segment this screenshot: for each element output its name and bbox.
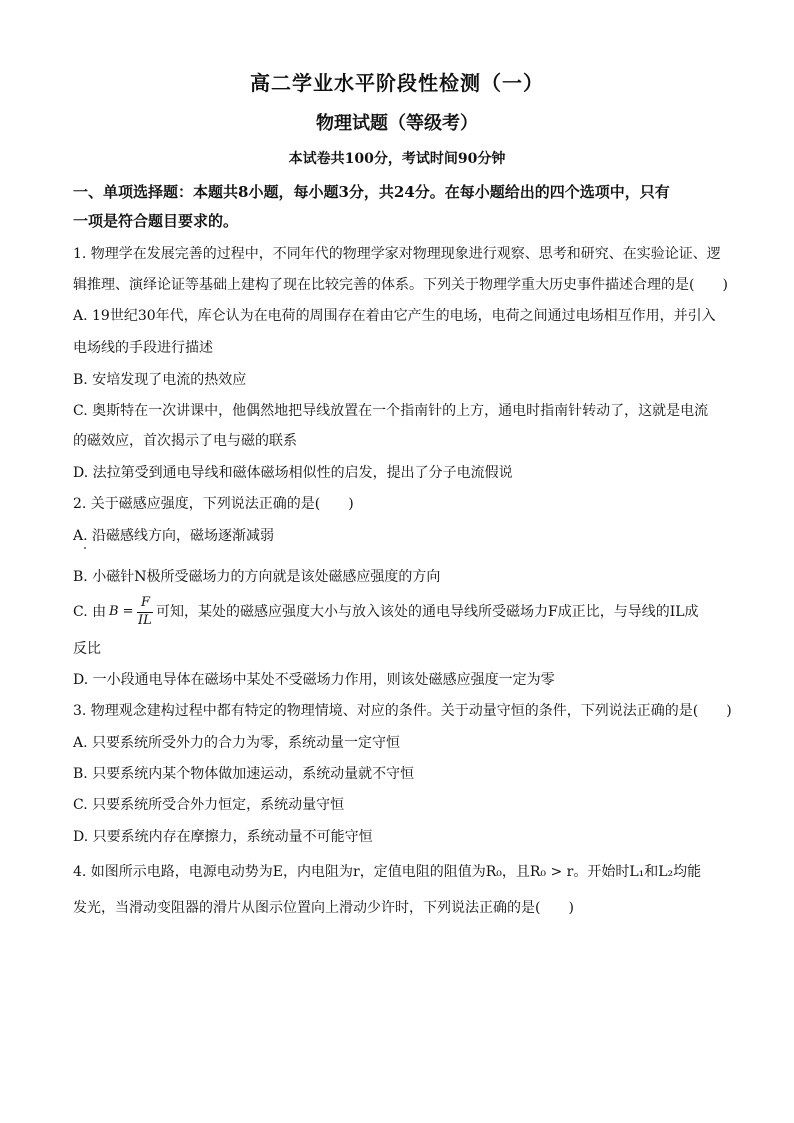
q2-option-b: B. 小磁针N极所受磁场力的方向就是该处磁感应强度的方向 (73, 569, 441, 585)
formula-numerator: F (141, 595, 151, 610)
page-title: 高二学业水平阶段性检测（一） (250, 71, 544, 95)
section-heading-line1: 一、单项选择题：本题共8小题，每小题3分，共24分。在每小题给出的四个选项中，只有 (73, 183, 670, 201)
q3-stem: 3. 物理观念建构过程中都有特定的物理情境、对应的条件。关于动量守恒的条件，下列说法正确的是( ) (73, 703, 732, 719)
stray-dot (84, 547, 86, 549)
q2-stem: 2. 关于磁感应强度，下列说法正确的是( ) (73, 496, 354, 512)
formula-lhs: B = (109, 604, 134, 619)
q3-option-b: B. 只要系统内某个物体做加速运动，系统动量就不守恒 (73, 766, 415, 782)
q1-option-a-line2: 电场线的手段进行描述 (73, 340, 213, 356)
q2-option-c-line1: 可知，某处的磁感应强度大小与放入该处的通电导线所受磁场力F成正比，与导线的IL成 (156, 604, 699, 620)
q2-option-d: D. 一小段通电导体在磁场中某处不受磁场力作用，则该处磁感应强度一定为零 (73, 672, 555, 688)
q2-option-c-line2: 反比 (73, 641, 101, 657)
formula-b-equals-f-over-il (109, 595, 153, 629)
q4-stem-line1: 4. 如图所示电路，电源电动势为E，内电阻为r，定值电阻的阻值为R₀，且R₀ > r。开始时L₁和L₂均能 (73, 864, 702, 880)
q1-stem-line1: 1. 物理学在发展完善的过程中，不同年代的物理学家对物理现象进行观察、思考和研究、在实验论证、逻 (73, 246, 721, 262)
q1-option-a-line1: A. 19世纪30年代，库仑认为在电荷的周围存在着由它产生的电场，电荷之间通过电场相互作用，并引入 (73, 308, 716, 324)
exam-info: 本试卷共100分，考试时间90分钟 (288, 151, 506, 167)
q3-option-d: D. 只要系统内存在摩擦力，系统动量不可能守恒 (73, 829, 373, 845)
q1-option-c-line1: C. 奥斯特在一次讲课中，他偶然地把导线放置在一个指南针的上方，通电时指南针转动了，这就是电流 (73, 403, 709, 419)
q1-option-c-line2: 的磁效应，首次揭示了电与磁的联系 (73, 433, 297, 449)
q1-stem-line2: 辑推理、演绎论证等基础上建构了现在比较完善的体系。下列关于物理学重大历史事件描述合理的是( ) (73, 277, 728, 293)
page-subtitle: 物理试题（等级考） (316, 113, 478, 134)
q1-option-b: B. 安培发现了电流的热效应 (73, 372, 247, 388)
q2-option-c-prefix: C. 由 (73, 604, 107, 620)
q2-option-a: A. 沿磁感线方向，磁场逐渐减弱 (73, 528, 275, 544)
q4-stem-line2: 发光，当滑动变阻器的滑片从图示位置向上滑动少许时，下列说法正确的是( ) (73, 900, 574, 916)
q3-option-a: A. 只要系统所受外力的合力为零，系统动量一定守恒 (73, 735, 401, 751)
q1-option-d: D. 法拉第受到通电导线和磁体磁场相似性的启发，提出了分子电流假说 (73, 465, 513, 481)
q3-option-c: C. 只要系统所受合外力恒定，系统动量守恒 (73, 797, 345, 813)
section-heading-line2: 一项是符合题目要求的。 (73, 212, 239, 230)
formula-denominator: IL (138, 613, 152, 628)
